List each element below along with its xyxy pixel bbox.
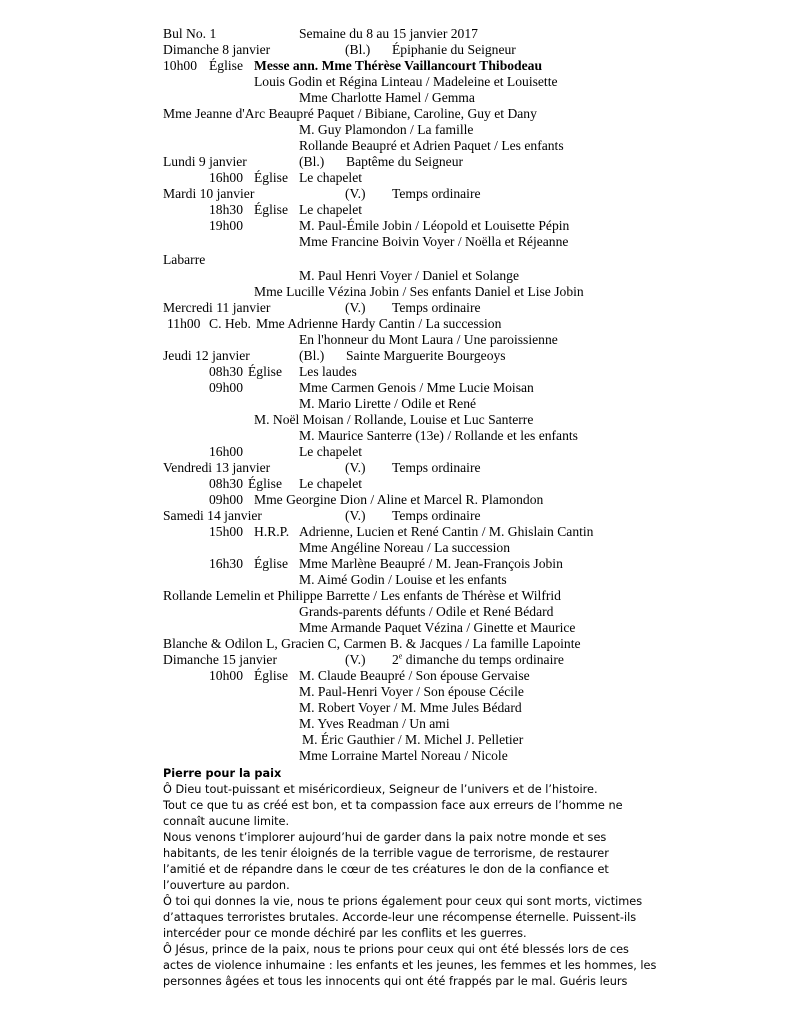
day-label: Samedi 14 janvier xyxy=(163,508,262,523)
day-label: Vendredi 13 janvier xyxy=(163,460,271,475)
liturgical-color: (V.) xyxy=(345,300,366,315)
intention-line: Labarre xyxy=(163,252,206,267)
feast-label: Épiphanie du Seigneur xyxy=(392,42,516,57)
liturgical-color: (V.) xyxy=(345,508,366,523)
prayer-line: l’ouverture au pardon. xyxy=(163,879,290,892)
anniversary-mass: Messe ann. Mme Thérèse Vaillancourt Thibodeau xyxy=(254,58,543,73)
prayer-line: personnes âgées et tous les innocents qui ont été frappés par le mal. Guéris leurs xyxy=(163,975,628,988)
liturgical-color: (Bl.) xyxy=(345,42,371,57)
intention-line: M. Noël Moisan / Rollande, Louise et Luc Santerre xyxy=(254,412,534,427)
mass-place: Église xyxy=(254,668,288,683)
intention-line: Mme Lucille Vézina Jobin / Ses enfants Daniel et Lise Jobin xyxy=(254,284,584,299)
intention-line: M. Aimé Godin / Louise et les enfants xyxy=(299,572,507,587)
intention-line: Mme Marlène Beaupré / M. Jean-François Jobin xyxy=(299,556,563,571)
intention-line: M. Mario Lirette / Odile et René xyxy=(299,396,477,411)
mass-time: 15h00 xyxy=(209,524,243,539)
feast-label: Temps ordinaire xyxy=(392,460,481,475)
mass-time: 16h00 xyxy=(209,170,243,185)
day-label: Mercredi 11 janvier xyxy=(163,300,271,315)
feast-label: Temps ordinaire xyxy=(392,300,481,315)
prayer-line: habitants, de les tenir éloignés de la terrible vague de terrorisme, de restaurer xyxy=(163,847,609,860)
day-label: Lundi 9 janvier xyxy=(163,154,247,169)
intention-line: Les laudes xyxy=(299,364,357,379)
feast-text: dimanche du temps ordinaire xyxy=(402,652,564,667)
feast-label: Temps ordinaire xyxy=(392,508,481,523)
prayer-line: l’amitié et de répandre dans le cœur de tes créatures le don de la confiance et xyxy=(163,863,609,876)
mass-time: 18h30 xyxy=(209,202,243,217)
feast-label: Temps ordinaire xyxy=(392,186,481,201)
intention-line: M. Maurice Santerre (13e) / Rollande et les enfants xyxy=(299,428,578,443)
intention-line: Blanche & Odilon L, Gracien C, Carmen B. & Jacques / La famille Lapointe xyxy=(163,636,581,651)
mass-time: 16h30 xyxy=(209,556,243,571)
intention-line: M. Claude Beaupré / Son épouse Gervaise xyxy=(299,668,530,683)
prayer-line: actes de violence inhumaine : les enfants et les jeunes, les femmes et les hommes, les xyxy=(163,959,657,972)
intention-line: Adrienne, Lucien et René Cantin / M. Ghislain Cantin xyxy=(299,524,594,539)
feast-label xyxy=(392,652,564,668)
intention-line: M. Paul-Émile Jobin / Léopold et Louisette Pépin xyxy=(299,218,570,233)
liturgical-color: (Bl.) xyxy=(299,154,325,169)
prayer-line: intercéder pour ce monde déchiré par les conflits et les guerres. xyxy=(163,927,527,940)
mass-place: Église xyxy=(254,556,288,571)
mass-place: Église xyxy=(248,476,282,491)
liturgical-color: (Bl.) xyxy=(299,348,325,363)
prayer-line: Ô Dieu tout-puissant et miséricordieux, Seigneur de l’univers et de l’histoire. xyxy=(163,783,598,796)
intention-line: Mme Jeanne d'Arc Beaupré Paquet / Bibiane, Caroline, Guy et Dany xyxy=(163,106,537,121)
intention-line: Grands-parents défunts / Odile et René Bédard xyxy=(299,604,554,619)
intention-line: En l'honneur du Mont Laura / Une paroissienne xyxy=(299,332,558,347)
prayer-line: Ô toi qui donnes la vie, nous te prions également pour ceux qui sont morts, victimes xyxy=(163,895,643,908)
intention-line: Mme Charlotte Hamel / Gemma xyxy=(299,90,475,105)
mass-time: 10h00 xyxy=(163,58,197,73)
ordinal-number: 2 xyxy=(392,652,399,667)
intention-line: Louis Godin et Régina Linteau / Madeleine et Louisette xyxy=(254,74,558,89)
intention-line: Mme Armande Paquet Vézina / Ginette et Maurice xyxy=(299,620,576,635)
mass-place: Église xyxy=(209,58,243,73)
mass-time: 08h30 xyxy=(209,364,243,379)
mass-place: Église xyxy=(254,170,288,185)
intention-line: Mme Angéline Noreau / La succession xyxy=(299,540,511,555)
day-label: Jeudi 12 janvier xyxy=(163,348,250,363)
liturgical-color: (V.) xyxy=(345,460,366,475)
bulletin-number: Bul No. 1 xyxy=(163,26,217,41)
intention-line: M. Éric Gauthier / M. Michel J. Pelletier xyxy=(302,732,524,747)
prayer-title: Pierre pour la paix xyxy=(163,767,282,780)
ordinal-suffix: e xyxy=(398,651,403,661)
intention-line: Mme Carmen Genois / Mme Lucie Moisan xyxy=(299,380,534,395)
feast-label: Baptême du Seigneur xyxy=(346,154,464,169)
mass-place: Église xyxy=(248,364,282,379)
intention-line: Rollande Beaupré et Adrien Paquet / Les enfants xyxy=(299,138,564,153)
mass-time: 09h00 xyxy=(209,380,243,395)
feast-label: Sainte Marguerite Bourgeoys xyxy=(346,348,506,363)
intention-line: M. Paul-Henri Voyer / Son épouse Cécile xyxy=(299,684,524,699)
intention-line: Le chapelet xyxy=(299,170,363,185)
day-label: Dimanche 15 janvier xyxy=(163,652,277,667)
mass-time: 09h00 xyxy=(209,492,243,507)
mass-place: C. Heb. xyxy=(209,316,251,331)
intention-line: M. Yves Readman / Un ami xyxy=(299,716,450,731)
prayer-line: Ô Jésus, prince de la paix, nous te prions pour ceux qui ont été blessés lors de ces xyxy=(163,943,629,956)
day-label: Mardi 10 janvier xyxy=(163,186,255,201)
mass-time: 10h00 xyxy=(209,668,243,683)
intention-line: Rollande Lemelin et Philippe Barrette / Les enfants de Thérèse et Wilfrid xyxy=(163,588,561,603)
intention-line: Le chapelet xyxy=(299,476,363,491)
day-label: Dimanche 8 janvier xyxy=(163,42,271,57)
prayer-line: d’attaques terroristes brutales. Accorde-leur une récompense éternelle. Puissent-ils xyxy=(163,911,637,924)
mass-time: 19h00 xyxy=(209,218,243,233)
mass-time: 16h00 xyxy=(209,444,243,459)
intention-line: M. Paul Henri Voyer / Daniel et Solange xyxy=(299,268,519,283)
intention-line: Le chapelet xyxy=(299,444,363,459)
intention-line: M. Robert Voyer / M. Mme Jules Bédard xyxy=(299,700,522,715)
liturgical-color: (V.) xyxy=(345,652,366,667)
mass-place: Église xyxy=(254,202,288,217)
intention-line: M. Guy Plamondon / La famille xyxy=(299,122,474,137)
prayer-line: connaît aucune limite. xyxy=(163,815,290,828)
intention-line: Mme Lorraine Martel Noreau / Nicole xyxy=(299,748,508,763)
intention-line: Mme Adrienne Hardy Cantin / La succession xyxy=(256,316,502,331)
intention-line: Le chapelet xyxy=(299,202,363,217)
mass-time: 08h30 xyxy=(209,476,243,491)
prayer-line: Tout ce que tu as créé est bon, et ta compassion face aux erreurs de l’homme ne xyxy=(163,799,623,812)
intention-line: Mme Francine Boivin Voyer / Noëlla et Réjeanne xyxy=(299,234,569,249)
mass-place: H.R.P. xyxy=(254,524,290,539)
prayer-line: Nous venons t’implorer aujourd’hui de garder dans la paix notre monde et ses xyxy=(163,831,607,844)
intention-line: Mme Georgine Dion / Aline et Marcel R. Plamondon xyxy=(254,492,544,507)
bulletin-week: Semaine du 8 au 15 janvier 2017 xyxy=(299,26,478,41)
liturgical-color: (V.) xyxy=(345,186,366,201)
mass-time: 11h00 xyxy=(167,316,201,331)
